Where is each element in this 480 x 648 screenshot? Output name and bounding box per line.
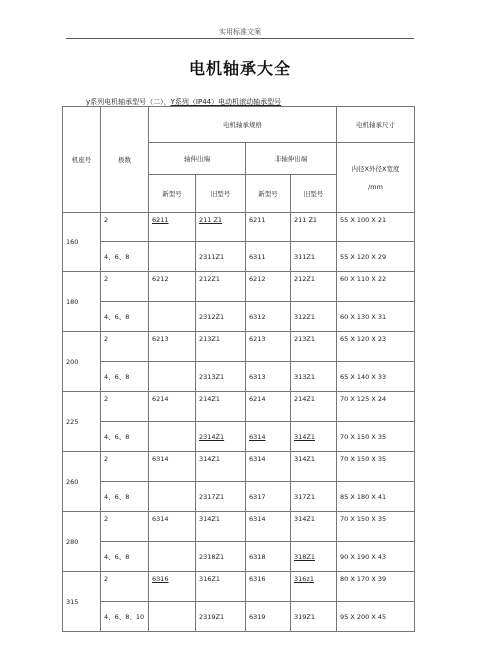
- old-model-cell: 213Z1: [196, 332, 246, 362]
- table-row: [63, 512, 415, 542]
- poles-cell: 2: [101, 332, 149, 362]
- new-model-cell: [149, 302, 196, 332]
- frame-cell: 180: [63, 272, 101, 332]
- new-model-cell: 6317: [246, 482, 291, 512]
- table-row: [63, 422, 415, 452]
- poles-cell: 4、6、8: [101, 302, 149, 332]
- frame-cell: 160: [63, 213, 101, 272]
- old-model-cell: 319Z1: [291, 602, 337, 632]
- old-model-cell: 313Z1: [291, 362, 337, 392]
- new-model-cell: 6314: [149, 452, 196, 482]
- old-model-cell[interactable]: 2314Z1: [196, 422, 246, 452]
- old-model-cell[interactable]: 318Z1: [291, 542, 337, 572]
- old-model-cell: 316Z1: [196, 572, 246, 602]
- new-model-cell: 6314: [246, 452, 291, 482]
- old-model-cell: 211 Z1: [291, 213, 337, 242]
- poles-cell: 2: [101, 272, 149, 302]
- page-header: 实用标准文案: [219, 28, 261, 36]
- new-model-cell: [149, 602, 196, 632]
- new-model-cell[interactable]: 6316: [149, 572, 196, 602]
- header-new-2: 新型号: [246, 175, 291, 213]
- table-row: [63, 572, 415, 602]
- bearing-table: [62, 106, 415, 632]
- subtitle-prefix: y系列电机轴承型号（二），: [86, 98, 171, 106]
- old-model-cell: 314Z1: [196, 452, 246, 482]
- new-model-cell: 6316: [246, 572, 291, 602]
- new-model-cell: 6319: [246, 602, 291, 632]
- new-model-cell: [149, 422, 196, 452]
- new-model-cell: 6313: [246, 362, 291, 392]
- old-model-cell: 317Z1: [291, 482, 337, 512]
- document-title: 电机轴承大全: [188, 59, 291, 78]
- new-model-cell: 6214: [149, 392, 196, 422]
- frame-cell: 225: [63, 392, 101, 452]
- new-model-cell[interactable]: 6314: [246, 422, 291, 452]
- new-model-cell: 6213: [149, 332, 196, 362]
- header-old-2: 旧型号: [291, 175, 337, 213]
- new-model-cell: 6318: [246, 542, 291, 572]
- old-model-cell[interactable]: 314Z1: [291, 422, 337, 452]
- table-row: [63, 482, 415, 512]
- frame-cell: 315: [63, 572, 101, 632]
- old-model-cell: 2311Z1: [196, 242, 246, 272]
- table-row: [63, 272, 415, 302]
- old-model-cell: 314Z1: [196, 512, 246, 542]
- old-model-cell: 2317Z1: [196, 482, 246, 512]
- table-row: [63, 332, 415, 362]
- old-model-cell: 212Z1: [196, 272, 246, 302]
- size-cell: 95 X 200 X 45: [337, 602, 415, 632]
- poles-cell: 4、6、8: [101, 482, 149, 512]
- new-model-cell: 6314: [149, 512, 196, 542]
- table-row: [63, 602, 415, 632]
- old-model-cell: 212Z1: [291, 272, 337, 302]
- table-row: [63, 542, 415, 572]
- size-cell: 70 X 125 X 24: [337, 392, 415, 422]
- header-divider: [66, 38, 414, 39]
- table-row: [63, 392, 415, 422]
- new-model-cell: 6211: [246, 213, 291, 242]
- new-model-cell: 6213: [246, 332, 291, 362]
- poles-cell: 4、6、8、10: [101, 602, 149, 632]
- poles-cell: 2: [101, 452, 149, 482]
- poles-cell: 2: [101, 213, 149, 242]
- header-new-1: 新型号: [149, 175, 196, 213]
- frame-cell: 280: [63, 512, 101, 572]
- frame-cell: 260: [63, 452, 101, 512]
- poles-cell: 4、6、8: [101, 242, 149, 272]
- new-model-cell[interactable]: 6211: [149, 213, 196, 242]
- old-model-cell: 312Z1: [291, 302, 337, 332]
- size-cell: 60 X 110 X 22: [337, 272, 415, 302]
- size-cell: 70 X 150 X 35: [337, 452, 415, 482]
- header-size-sub: [337, 143, 415, 213]
- header-nonshaft: 非轴伸出端: [246, 143, 337, 175]
- size-cell: 90 X 190 X 43: [337, 542, 415, 572]
- old-model-cell: 214Z1: [196, 392, 246, 422]
- frame-cell: 200: [63, 332, 101, 392]
- old-model-cell: 314Z1: [291, 452, 337, 482]
- new-model-cell: [149, 542, 196, 572]
- table-row: [63, 242, 415, 272]
- old-model-cell[interactable]: 211 Z1: [196, 213, 246, 242]
- poles-cell: 4、6、8: [101, 422, 149, 452]
- old-model-cell: 214Z1: [291, 392, 337, 422]
- new-model-cell: [149, 242, 196, 272]
- old-model-cell: 2319Z1: [196, 602, 246, 632]
- poles-cell: 2: [101, 572, 149, 602]
- old-model-cell: 311Z1: [291, 242, 337, 272]
- poles-cell: 2: [101, 392, 149, 422]
- size-cell: 55 X 100 X 21: [337, 213, 415, 242]
- size-cell: 55 X 120 X 29: [337, 242, 415, 272]
- subtitle-link[interactable]: Y系列（IP44）电动机滚动轴承型号: [170, 98, 282, 106]
- poles-cell: 2: [101, 512, 149, 542]
- new-model-cell: 6212: [149, 272, 196, 302]
- size-cell: 65 X 120 X 23: [337, 332, 415, 362]
- old-model-cell: 213Z1: [291, 332, 337, 362]
- old-model-cell: 314Z1: [291, 512, 337, 542]
- poles-cell: 4、6、8: [101, 362, 149, 392]
- header-poles: 极数: [101, 107, 149, 213]
- header-shaft-ext: 轴伸出端: [149, 143, 246, 175]
- new-model-cell: 6311: [246, 242, 291, 272]
- size-cell: 70 X 150 X 35: [337, 422, 415, 452]
- header-size: 电机轴承尺寸: [337, 107, 415, 143]
- size-cell: 65 X 140 X 33: [337, 362, 415, 392]
- poles-cell: 4、6、8: [101, 542, 149, 572]
- header-spec: 电机轴承规格: [149, 107, 337, 143]
- new-model-cell: 6312: [246, 302, 291, 332]
- table-row: [63, 362, 415, 392]
- new-model-cell: 6214: [246, 392, 291, 422]
- table-row: [63, 213, 415, 242]
- header-old-1: 旧型号: [196, 175, 246, 213]
- size-cell: 85 X 180 X 41: [337, 482, 415, 512]
- header-frame: 机座号: [63, 107, 101, 213]
- size-cell: 70 X 150 X 35: [337, 512, 415, 542]
- old-model-cell: 2318Z1: [196, 542, 246, 572]
- header-size-unit: /mm: [368, 183, 383, 191]
- old-model-cell: 2313Z1: [196, 362, 246, 392]
- old-model-cell: 2312Z1: [196, 302, 246, 332]
- table-row: [63, 452, 415, 482]
- new-model-cell: 6212: [246, 272, 291, 302]
- new-model-cell: [149, 482, 196, 512]
- size-cell: 80 X 170 X 39: [337, 572, 415, 602]
- size-cell: 60 X 130 X 31: [337, 302, 415, 332]
- new-model-cell: [149, 362, 196, 392]
- header-size-dims: 内径X外径X宽度: [351, 165, 400, 173]
- table-row: [63, 302, 415, 332]
- old-model-cell[interactable]: 316z1: [291, 572, 337, 602]
- new-model-cell: 6314: [246, 512, 291, 542]
